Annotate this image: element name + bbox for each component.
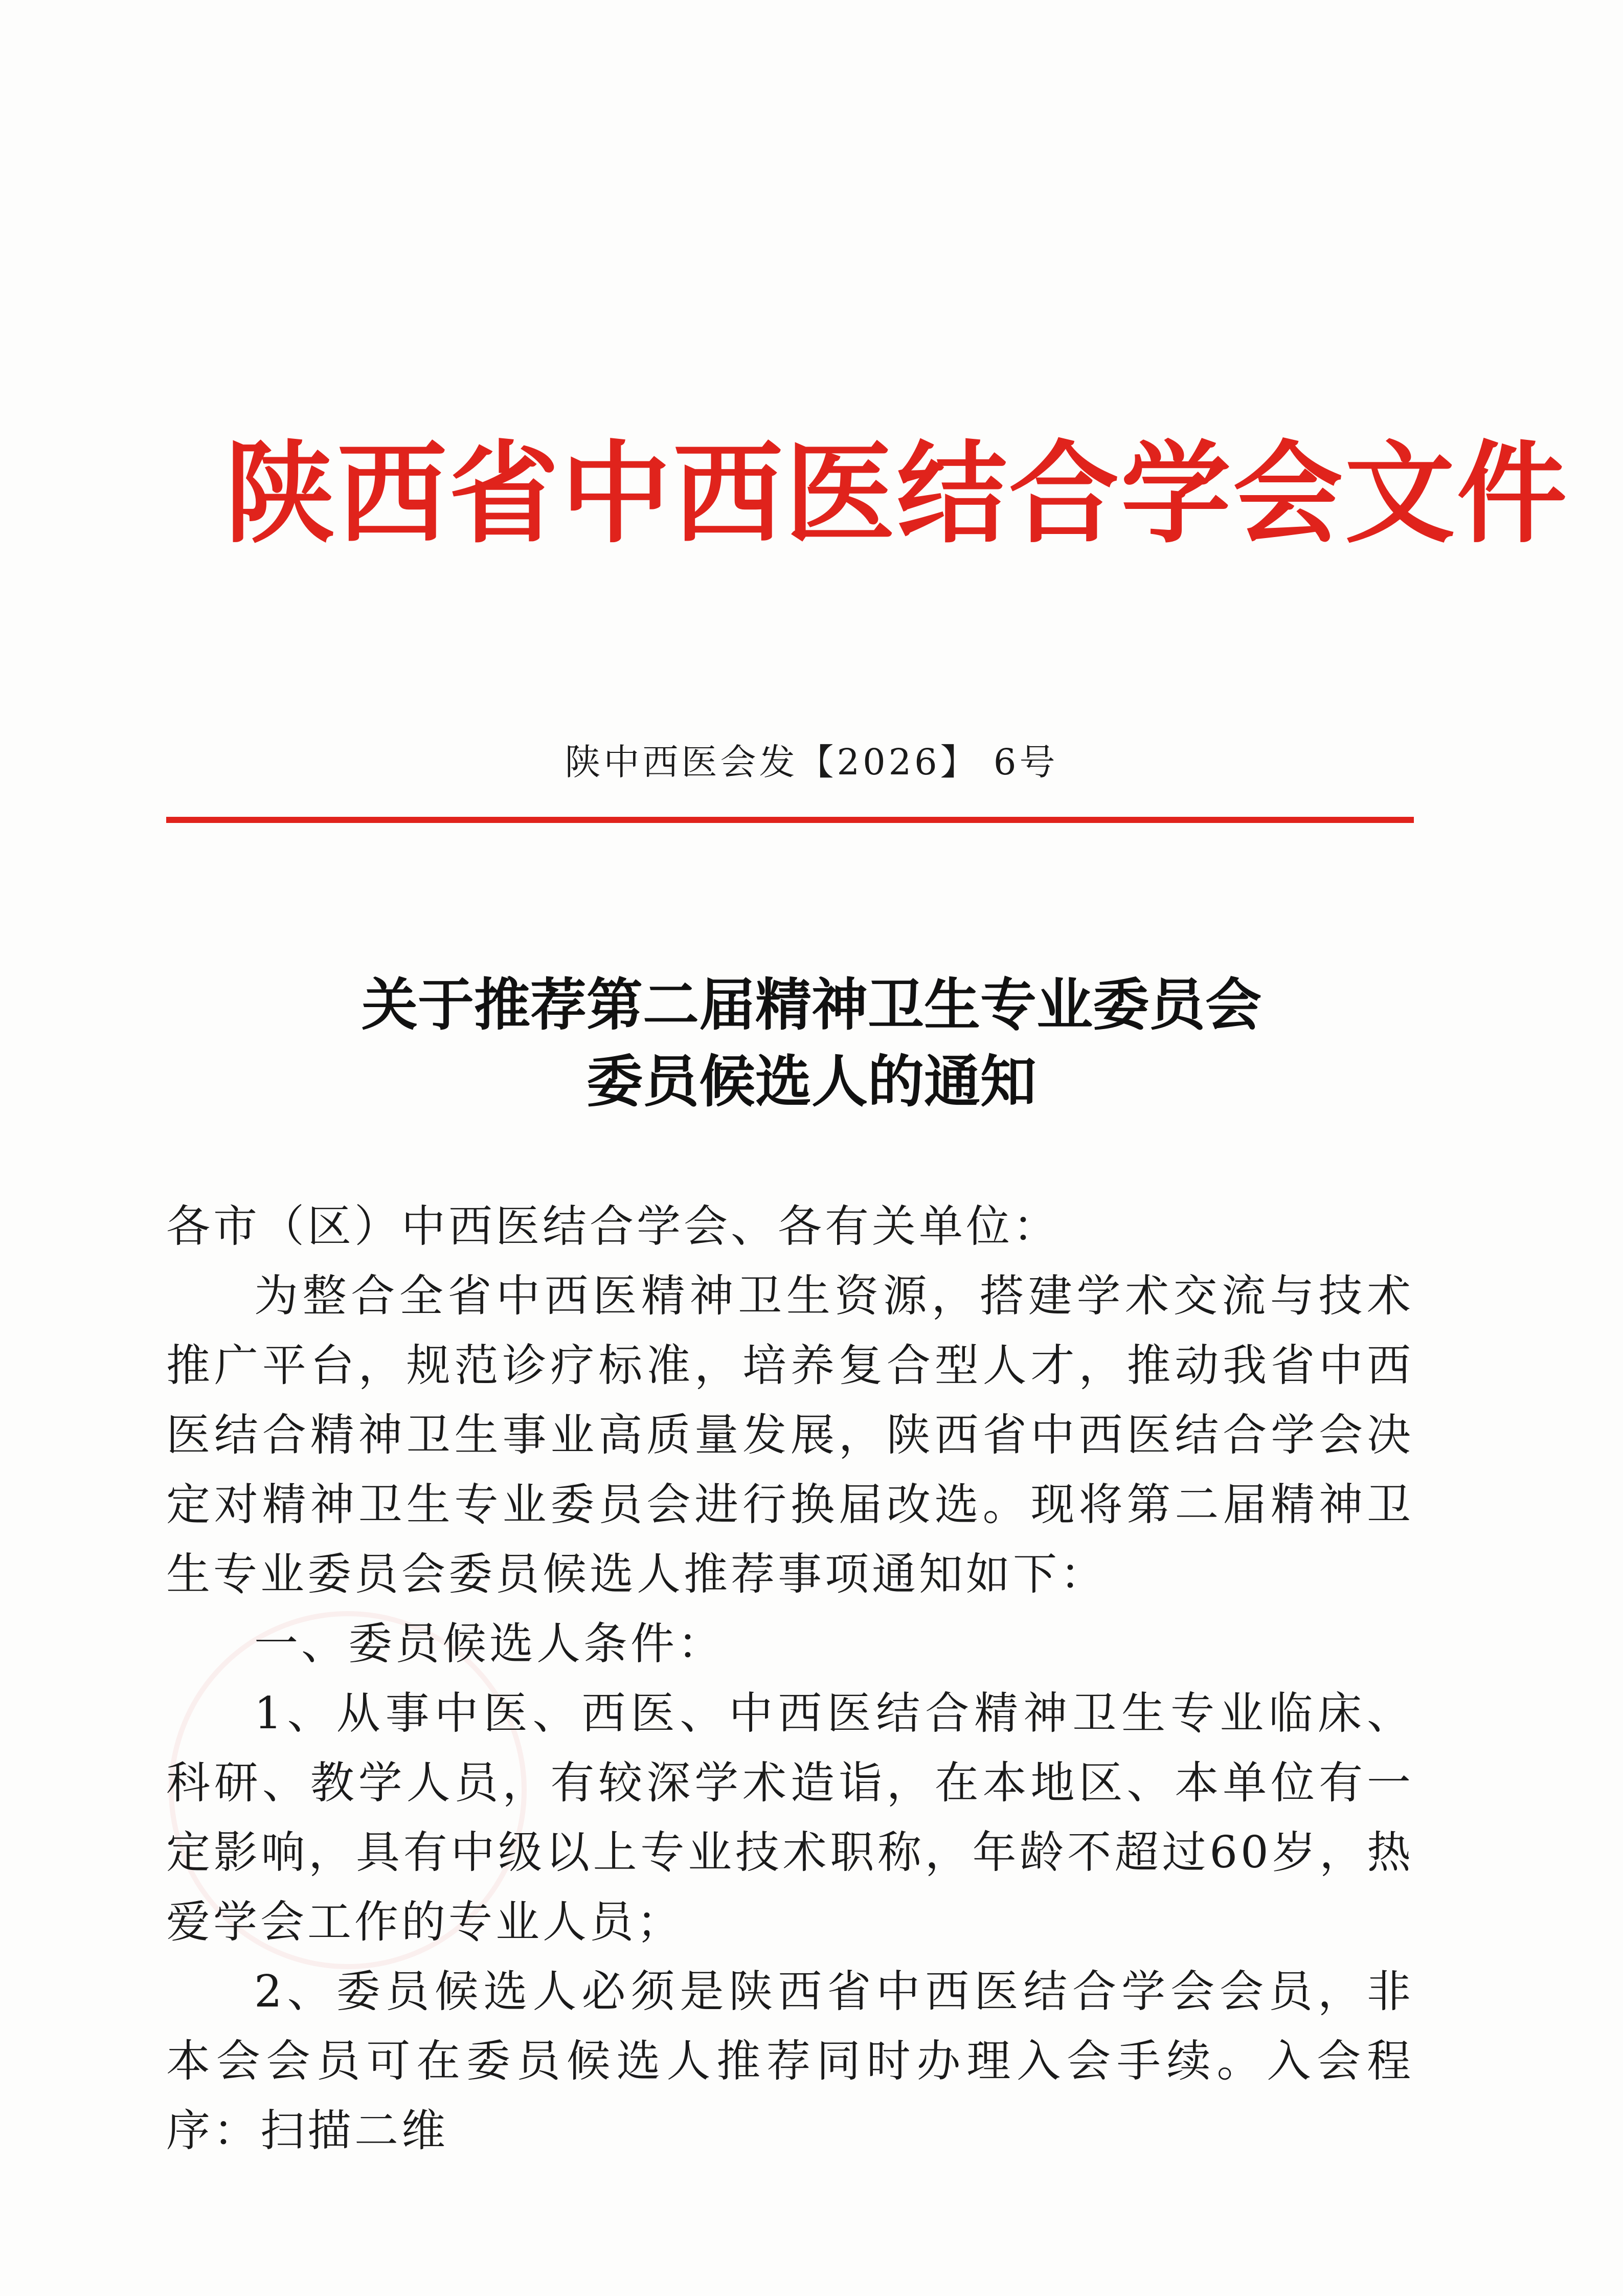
notice-title-line-1: 关于推荐第二届精神卫生专业委员会 — [362, 972, 1261, 1038]
condition-item-2: 2、委员候选人必须是陕西省中西医结合学会会员，非本会会员可在委员候选人推荐同时办理入会手续。入会程序：扫描二维 — [166, 1966, 1414, 2156]
salutation: 各市（区）中西医结合学会、各有关单位： — [166, 1201, 1060, 1252]
condition-item-1: 1、从事中医、西医、中西医结合精神卫生专业临床、科研、教学人员，有较深学术造诣，在本地区、本单位有一定影响，具有中级以上专业技术职称，年龄不超过60岁，热爱学会工作的专业人员； — [166, 1688, 1414, 1948]
red-divider-line — [166, 817, 1414, 823]
document-number: 陕中西医会发【2026】 6号 — [565, 741, 1058, 783]
notice-title-line-2: 委员候选人的通知 — [587, 1049, 1036, 1114]
intro-paragraph: 为整合全省中西医精神卫生资源，搭建学术交流与技术推广平台，规范诊疗标准，培养复合型人才，推动我省中西医结合精神卫生事业高质量发展，陕西省中西医结合学会决定对精神卫生专业委员会进行换届改选。现将第二届精神卫生专业委员会委员候选人推荐事项通知如下： — [166, 1270, 1414, 1600]
letterhead-title: 陕西省中西医结合学会文件 — [225, 429, 1569, 558]
section-1-heading: 一、委员候选人条件： — [254, 1618, 725, 1669]
